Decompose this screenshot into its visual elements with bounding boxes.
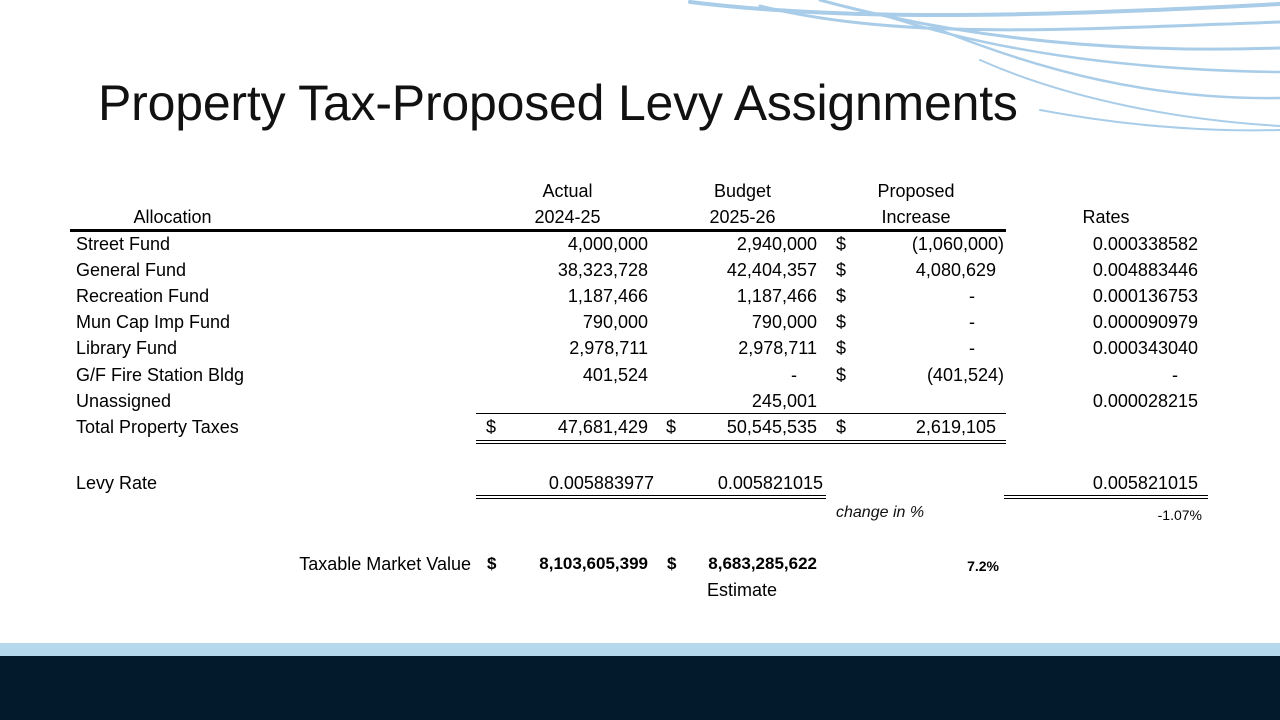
total-actual: 47,681,429 bbox=[557, 417, 648, 437]
row-budget: 2,978,711 bbox=[738, 338, 817, 358]
header-rule bbox=[70, 229, 1006, 232]
header-actual-line2: 2024-25 bbox=[534, 207, 601, 227]
levy-actual: 0.005883977 bbox=[548, 473, 654, 493]
row-budget: 790,000 bbox=[751, 312, 817, 332]
row-actual: 38,323,728 bbox=[557, 260, 648, 280]
row-actual: 2,978,711 bbox=[569, 338, 648, 358]
market-actual-dollar: $ bbox=[487, 554, 497, 573]
levy-double-rule bbox=[476, 495, 826, 499]
row-actual: 790,000 bbox=[582, 312, 648, 332]
row-name: General Fund bbox=[76, 260, 187, 280]
header-budget-line1: Budget bbox=[713, 181, 772, 201]
market-actual: 8,103,605,399 bbox=[539, 554, 648, 573]
rate-double-rule bbox=[1004, 495, 1208, 499]
total-double-rule bbox=[476, 440, 1006, 444]
change-value: -1.07% bbox=[1157, 507, 1202, 523]
total-budget-dollar: $ bbox=[666, 417, 677, 437]
row-actual: 1,187,466 bbox=[567, 286, 648, 306]
row-increase: 4,080,629 bbox=[915, 260, 996, 280]
row-name: Mun Cap Imp Fund bbox=[76, 312, 231, 332]
row-increase: (1,060,000) bbox=[911, 234, 1004, 254]
header-proposed-line1: Proposed bbox=[877, 181, 955, 201]
row-actual: 4,000,000 bbox=[567, 234, 648, 254]
row-rate: 0.000338582 bbox=[1092, 234, 1198, 254]
footer-bar bbox=[0, 656, 1280, 720]
row-rate: 0.004883446 bbox=[1092, 260, 1198, 280]
change-label: change in % bbox=[836, 504, 925, 521]
header-actual-line1: Actual bbox=[542, 181, 593, 201]
row-budget: 245,001 bbox=[751, 391, 817, 411]
row-dollar: $ bbox=[836, 312, 847, 332]
row-increase: (401,524) bbox=[926, 365, 1004, 385]
row-budget: 1,187,466 bbox=[736, 286, 817, 306]
row-dollar: $ bbox=[836, 260, 847, 280]
market-percent: 7.2% bbox=[967, 558, 999, 574]
levy-rate: 0.005821015 bbox=[1092, 473, 1198, 493]
row-dollar: $ bbox=[836, 365, 847, 385]
row-increase: - bbox=[969, 286, 975, 306]
row-rate: 0.000136753 bbox=[1092, 286, 1198, 306]
row-budget: 2,940,000 bbox=[736, 234, 817, 254]
row-rate: 0.000028215 bbox=[1092, 391, 1198, 411]
total-actual-dollar: $ bbox=[486, 417, 497, 437]
row-name: Street Fund bbox=[76, 234, 171, 254]
total-label: Total Property Taxes bbox=[76, 417, 239, 437]
header-rates: Rates bbox=[1082, 207, 1130, 227]
row-name: Library Fund bbox=[76, 338, 178, 358]
row-dollar: $ bbox=[836, 286, 847, 306]
row-name: G/F Fire Station Bldg bbox=[76, 365, 245, 385]
header-proposed-line2: Increase bbox=[881, 207, 951, 227]
row-dollar: $ bbox=[836, 338, 847, 358]
footer-accent-bar bbox=[0, 643, 1280, 656]
total-budget: 50,545,535 bbox=[726, 417, 817, 437]
row-increase: - bbox=[969, 312, 975, 332]
row-rate: 0.000343040 bbox=[1092, 338, 1198, 358]
row-rate: 0.000090979 bbox=[1092, 312, 1198, 332]
row-rate: - bbox=[1172, 365, 1178, 385]
levy-budget: 0.005821015 bbox=[717, 473, 823, 493]
market-label: Taxable Market Value bbox=[299, 554, 471, 574]
row-increase: - bbox=[969, 338, 975, 358]
total-increase-dollar: $ bbox=[836, 417, 847, 437]
row-budget: - bbox=[791, 365, 797, 385]
page-title: Property Tax-Proposed Levy Assignments bbox=[98, 75, 1018, 131]
market-budget-dollar: $ bbox=[667, 554, 677, 573]
row-name: Unassigned bbox=[76, 391, 172, 411]
market-budget: 8,683,285,622 bbox=[708, 554, 817, 573]
total-increase: 2,619,105 bbox=[915, 417, 996, 437]
levy-label: Levy Rate bbox=[76, 473, 158, 493]
header-allocation: Allocation bbox=[133, 207, 212, 227]
row-actual: 401,524 bbox=[582, 365, 648, 385]
row-name: Recreation Fund bbox=[76, 286, 210, 306]
subtotal-rule bbox=[476, 413, 1006, 414]
header-budget-line2: 2025-26 bbox=[709, 207, 776, 227]
estimate-note: Estimate bbox=[706, 580, 778, 600]
row-budget: 42,404,357 bbox=[726, 260, 817, 280]
row-dollar: $ bbox=[836, 234, 847, 254]
